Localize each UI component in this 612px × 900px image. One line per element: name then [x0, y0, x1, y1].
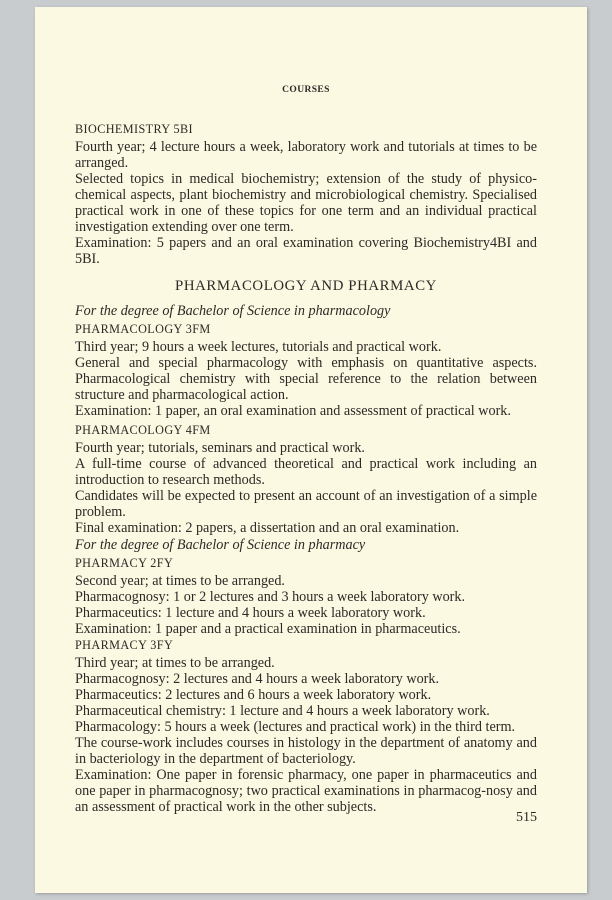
course-pharmacology-4fm — [75, 422, 537, 536]
course-coursework: The course-work includes courses in histology in the department of anatomy and in bacteriology in the department of bacteriology. — [75, 735, 537, 767]
course-topics: General and special pharmacology with emphasis on quantitative aspects. Pharmacological chemistry with special reference to the relation between structure and pharmacological action. — [75, 355, 537, 403]
course-schedule: Second year; at times to be arranged. — [75, 573, 285, 589]
degree-heading: For the degree of Bachelor of Science in pharmacology — [75, 303, 391, 319]
course-pharmacy-2fy — [75, 573, 537, 637]
course-schedule: Fourth year; 4 lecture hours a week, laboratory work and tutorials at times to be arranged. — [75, 139, 537, 171]
course-examination: Examination: 5 papers and an oral examination covering Biochemistry4BI and 5BI. — [75, 235, 537, 267]
course-code: PHARMACY 2FY — [75, 556, 174, 570]
course-line: Pharmaceutics: 1 lecture and 4 hours a week laboratory work. — [75, 605, 426, 621]
course-code: PHARMACOLOGY 4FM — [75, 423, 211, 437]
course-description — [75, 655, 537, 815]
course-examination: Final examination: 2 papers, a dissertation and an oral examination. — [75, 520, 460, 536]
course-pharmacy-3fy — [75, 637, 537, 815]
degree-heading: For the degree of Bachelor of Science in pharmacy — [75, 537, 366, 553]
course-code: PHARMACOLOGY 3FM — [75, 322, 211, 336]
course-topics: Selected topics in medical biochemistry; extension of the study of physico-chemical aspects, plant biochemistry and microbiological chemistry. Specialised practical work in one of these topics for one term and an individual practical investigation extending over one term. — [75, 171, 537, 235]
course-description — [75, 440, 537, 536]
course-biochemistry-5bi — [75, 121, 537, 267]
page-number: 515 — [516, 810, 537, 825]
course-schedule: Third year; at times to be arranged. — [75, 655, 275, 671]
section-title: PHARMACOLOGY AND PHARMACY — [175, 278, 437, 294]
course-pharmacology-3fm — [75, 339, 537, 419]
course-line: Pharmaceutical chemistry: 1 lecture and 4 hours a week laboratory work. — [75, 703, 490, 719]
degree-pharmacy — [75, 537, 537, 637]
course-examination: Examination: One paper in forensic pharmacy, one paper in pharmaceutics and one paper in pharmacognosy; two practical examinations in pharmacog-nosy and an assessment of practical work in the other subjects. — [75, 767, 537, 815]
course-examination: Examination: 1 paper, an oral examination and assessment of practical work. — [75, 403, 511, 419]
course-schedule: Fourth year; tutorials, seminars and practical work. — [75, 440, 365, 456]
course-description — [75, 139, 537, 267]
course-line: Pharmacognosy: 1 or 2 lectures and 3 hours a week laboratory work. — [75, 589, 466, 605]
course-line: Pharmacology: 5 hours a week (lectures and practical work) in the third term. — [75, 719, 516, 735]
course-line: Pharmaceutics: 2 lectures and 6 hours a week laboratory work. — [75, 687, 432, 703]
running-head: COURSES — [282, 85, 330, 95]
course-examination: Examination: 1 paper and a practical examination in pharmaceutics. — [75, 621, 461, 637]
course-code: PHARMACY 3FY — [75, 638, 174, 652]
course-schedule: Third year; 9 hours a week lectures, tutorials and practical work. — [75, 339, 442, 355]
course-code: BIOCHEMISTRY 5BI — [75, 122, 194, 136]
course-requirements: Candidates will be expected to present an account of an investigation of a simple problem. — [75, 488, 537, 520]
course-topics: A full-time course of advanced theoretical and practical work including an introduction to research methods. — [75, 456, 537, 488]
document-page — [35, 7, 587, 893]
degree-pharmacology — [75, 303, 537, 419]
course-line: Pharmacognosy: 2 lectures and 4 hours a week laboratory work. — [75, 671, 440, 687]
